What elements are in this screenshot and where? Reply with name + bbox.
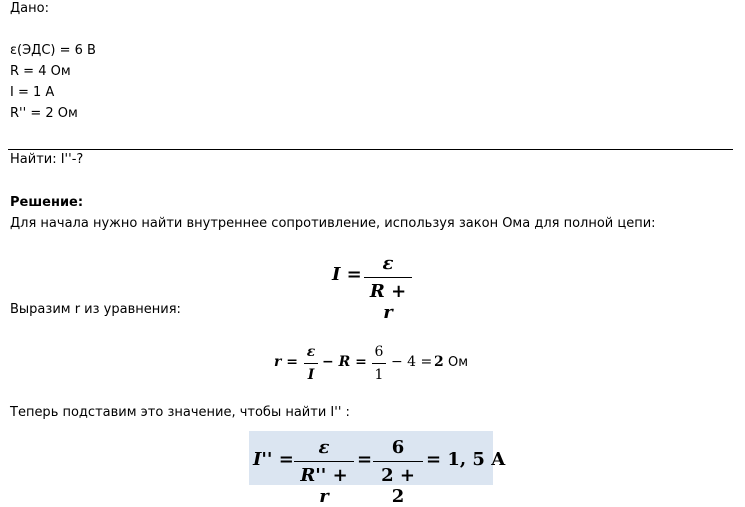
formula3-frac1-numerator: ε	[318, 437, 330, 458]
formula3-frac2-bar	[373, 461, 423, 462]
formula2-unit: Ом	[448, 355, 469, 370]
formula2-result: 2	[434, 354, 444, 370]
formula3-frac2-denominator: 2 + 2	[381, 465, 415, 507]
solution-heading: Решение:	[10, 195, 84, 210]
solution-intro: Для начала нужно найти внутреннее сопротивление, используя закон Ома для полной цепи:	[10, 216, 656, 231]
formula1-fraction-bar	[364, 277, 412, 278]
divider-line	[8, 149, 733, 150]
given-r-new: R'' = 2 Ом	[10, 106, 78, 121]
formula2-fraction-1	[304, 344, 318, 383]
formula2-frac2-denominator: 1	[374, 367, 384, 383]
given-emf	[10, 44, 96, 57]
formula2-frac2-bar	[372, 363, 386, 364]
formula2-frac1-numerator: ε	[306, 344, 316, 360]
formula1-fraction	[364, 253, 412, 323]
solution-substitute: Теперь подставим это значение, чтобы найти I'' :	[10, 405, 350, 420]
formula2-frac1-bar	[304, 363, 318, 364]
given-current: I = 1 А	[10, 85, 55, 100]
formula3-equals: =	[357, 449, 373, 470]
formula1-denominator: R + r	[369, 281, 407, 323]
formula3-result: = 1, 5 A	[426, 449, 506, 470]
solution-express: Выразим r из уравнения:	[10, 302, 181, 317]
find-line: Найти: I''-?	[10, 152, 84, 167]
formula1-lhs: I =	[332, 264, 362, 285]
formula2-mid: − R =	[322, 354, 367, 370]
given-r-external: R = 4 Ом	[10, 64, 71, 79]
formula2-lhs: r =	[274, 354, 298, 370]
formula3-frac2-numerator: 6	[391, 437, 405, 458]
formula2-frac1-denominator: I	[307, 367, 315, 383]
formula3-lhs: I'' =	[253, 449, 294, 470]
given-heading: Дано:	[10, 1, 49, 16]
formula3-frac1-bar	[294, 461, 354, 462]
formula2-tail: − 4 =	[391, 354, 433, 370]
formula1-numerator: ε	[382, 253, 394, 274]
formula2-fraction-2	[372, 344, 386, 383]
given-emf-text: ε(ЭДС) = 6 В	[10, 43, 96, 58]
formula2-frac2-numerator: 6	[374, 344, 384, 360]
formula3-frac1-denominator: R'' + r	[300, 465, 348, 507]
